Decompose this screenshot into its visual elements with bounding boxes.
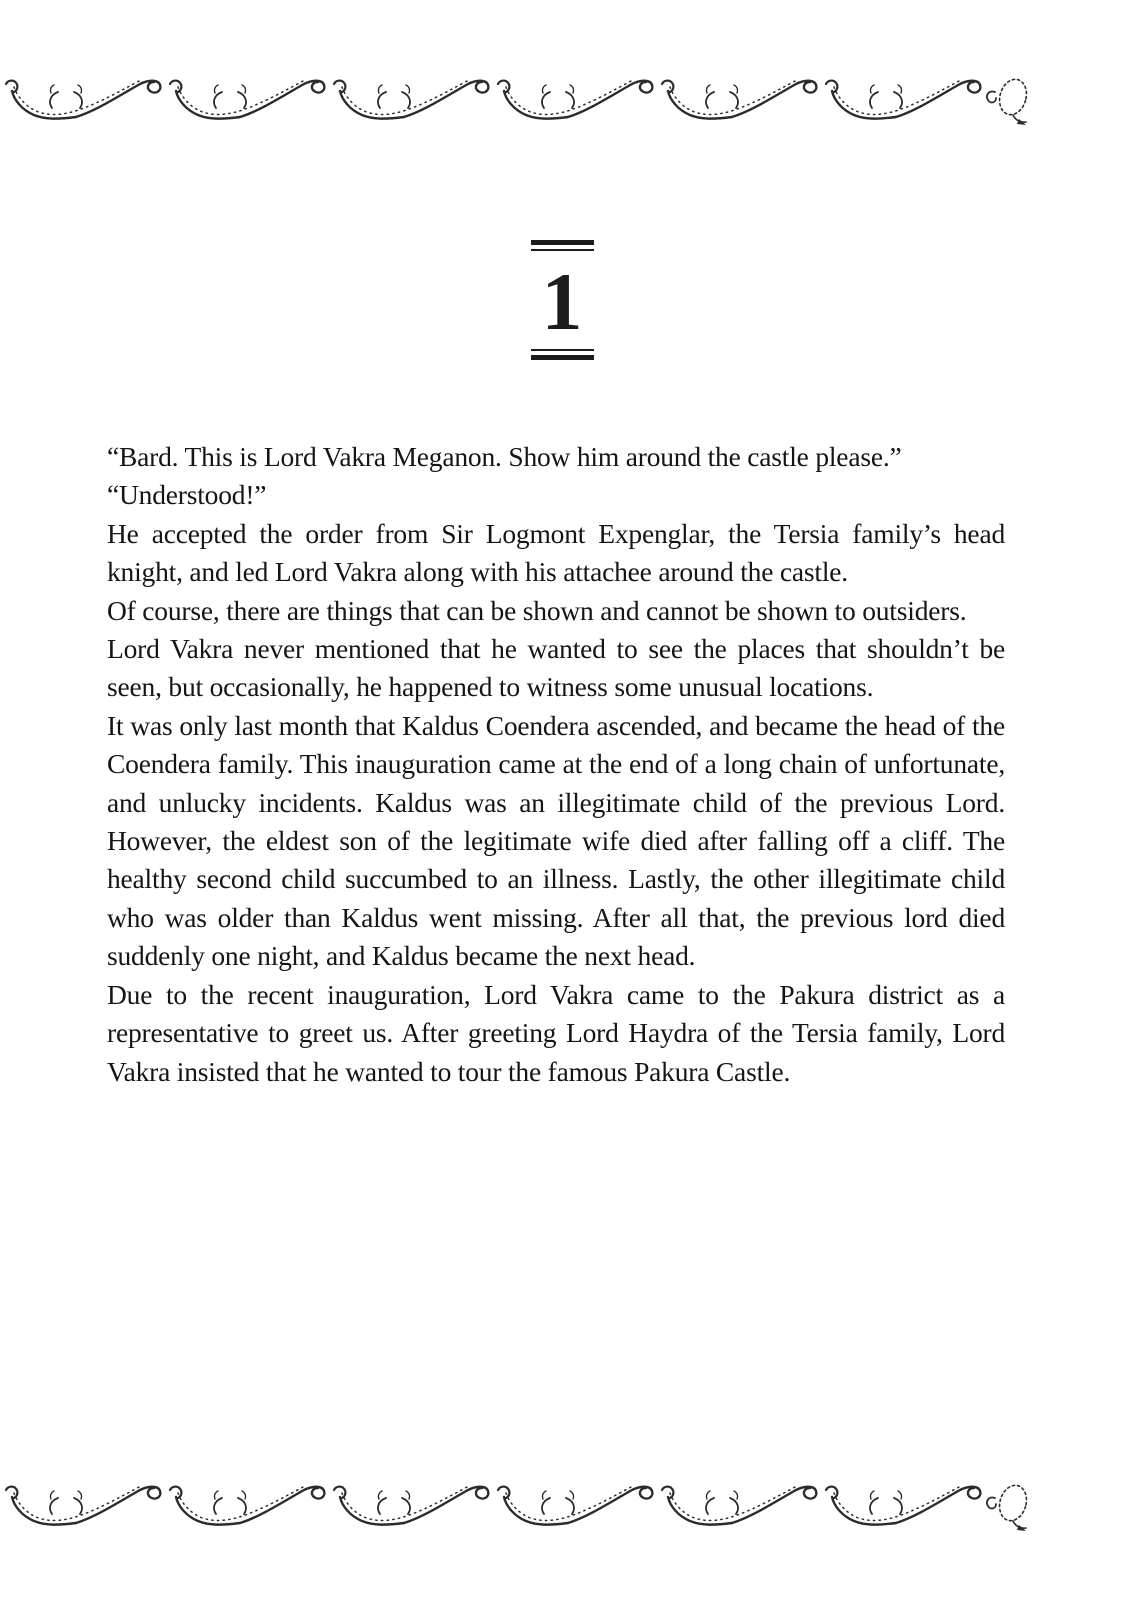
flourish-border-bottom-icon [0, 1478, 1124, 1534]
chapter-rule-bottom-thick [531, 355, 594, 360]
body-paragraph: Lord Vakra never mentioned that he wanted to see the places that shouldn’t be seen, but occasionally, he happened to witness some unusual locations. [107, 633, 1005, 703]
chapter-heading [0, 240, 1124, 360]
body-paragraph: He accepted the order from Sir Logmont Expenglar, the Tersia family’s head knight, and led Lord Vakra along with his attachee around the castle. [107, 517, 1005, 588]
chapter-number: 1 [541, 256, 583, 347]
body-text [107, 438, 1005, 1091]
body-paragraph: Due to the recent inauguration, Lord Vakra came to the Pakura district as a representative to greet us. After greeting Lord Haydra of the Tersia family, Lord Vakra insisted that he wanted to tour the famous Pakura Castle. [107, 978, 1005, 1087]
body-paragraph: “Understood!” [107, 479, 267, 511]
body-paragraph: “Bard. This is Lord Vakra Meganon. Show him around the castle please.” [107, 441, 902, 472]
body-paragraph: It was only last month that Kaldus Coendera ascended, and became the head of the Coendera family. This inauguration came at the end of a long chain of unfortunate, and unlucky incidents. Kaldus was an illegitimate child of the previous Lord. However, the eldest son of the legitimate wife died after falling off a cliff. The healthy second child succumbed to an illness. Lastly, the other illegitimate child who was older than Kaldus went missing. After all that, the previous lord died suddenly one night, and Kaldus became the next head. [107, 709, 1005, 972]
chapter-rule-bottom-thin [531, 349, 594, 351]
flourish-border-top-icon [0, 72, 1124, 128]
chapter-rule-top-thin [531, 249, 594, 251]
chapter-rule-top-thick [531, 240, 594, 245]
body-paragraph: Of course, there are things that can be shown and cannot be shown to outsiders. [107, 594, 967, 626]
